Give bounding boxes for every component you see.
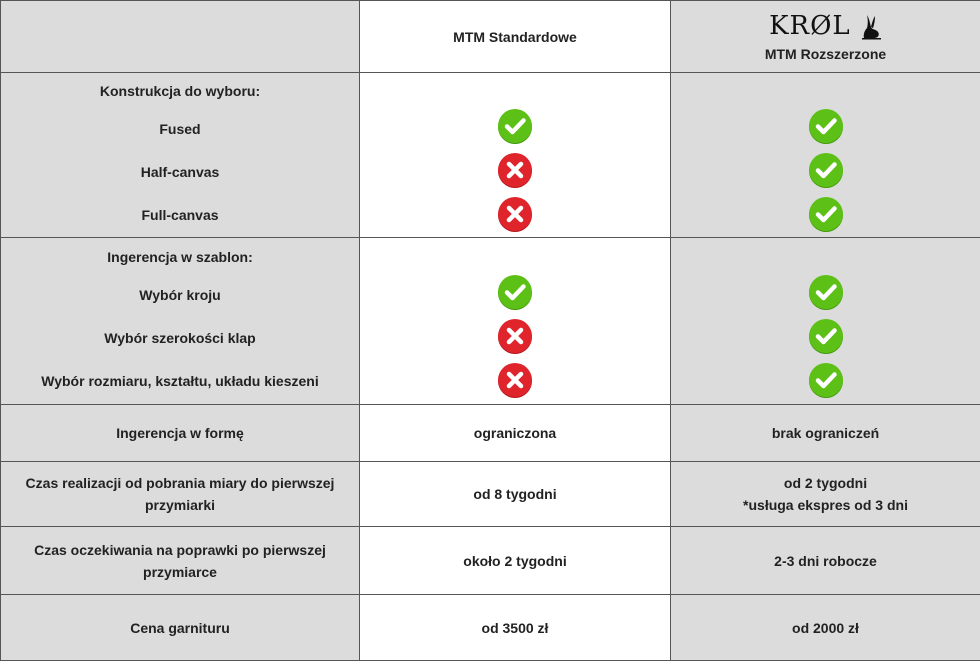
cross-icon bbox=[497, 152, 533, 188]
row-label-line: Ingerencja w formę bbox=[7, 422, 353, 444]
group-label-cell bbox=[1, 73, 360, 238]
cross-icon bbox=[497, 318, 533, 354]
row-alterations bbox=[1, 527, 980, 595]
option-label: Wybór rozmiaru, kształtu, układu kieszeni bbox=[7, 360, 353, 403]
option-label: Wybór kroju bbox=[7, 274, 353, 317]
cross-icon bbox=[497, 196, 533, 232]
check-icon bbox=[808, 274, 844, 310]
group-row-template bbox=[1, 238, 980, 405]
standard-icons-cell bbox=[360, 238, 671, 405]
extended-note: *usługa ekspres od 3 dni bbox=[677, 494, 974, 516]
row-label-line: Czas realizacji od pobrania miary do pierwszej bbox=[7, 472, 353, 494]
header-empty-cell bbox=[1, 1, 360, 73]
header-standard-label: MTM Standardowe bbox=[453, 29, 577, 45]
standard-icons-cell bbox=[360, 73, 671, 238]
row-extended-value bbox=[671, 595, 980, 661]
status-icon-wrap bbox=[497, 270, 533, 314]
extended-value: od 2 tygodni bbox=[677, 472, 974, 494]
rabbit-icon bbox=[860, 14, 882, 40]
option-label: Wybór szerokości klap bbox=[7, 317, 353, 360]
option-label: Fused bbox=[7, 108, 353, 151]
standard-value: ograniczona bbox=[366, 422, 664, 444]
standard-value: od 3500 zł bbox=[366, 617, 664, 639]
krol-logo bbox=[769, 9, 882, 43]
status-icon-wrap bbox=[808, 358, 844, 402]
row-label-line: Cena garnituru bbox=[7, 617, 353, 639]
check-icon bbox=[808, 318, 844, 354]
row-standard-value bbox=[360, 462, 671, 527]
check-icon bbox=[497, 274, 533, 310]
row-label-line: Czas oczekiwania na poprawki po pierwszej bbox=[7, 539, 353, 561]
group-title: Ingerencja w szablon: bbox=[7, 240, 353, 274]
check-icon bbox=[808, 108, 844, 144]
row-standard-value bbox=[360, 527, 671, 595]
status-icon-wrap bbox=[808, 192, 844, 236]
extended-icons-cell bbox=[671, 73, 980, 238]
row-form bbox=[1, 405, 980, 462]
check-icon bbox=[808, 362, 844, 398]
check-icon bbox=[497, 108, 533, 144]
group-label-cell bbox=[1, 238, 360, 405]
row-label bbox=[1, 527, 360, 595]
row-extended-value bbox=[671, 462, 980, 527]
group-row-construction bbox=[1, 73, 980, 238]
header-standard bbox=[360, 1, 671, 73]
status-icon-wrap bbox=[497, 358, 533, 402]
status-icon-wrap bbox=[808, 148, 844, 192]
status-icon-wrap bbox=[808, 314, 844, 358]
header-extended-label: MTM Rozszerzone bbox=[765, 43, 886, 65]
cross-icon bbox=[497, 362, 533, 398]
status-icon-wrap bbox=[497, 104, 533, 148]
check-icon bbox=[808, 196, 844, 232]
standard-value: około 2 tygodni bbox=[366, 550, 664, 572]
header-row bbox=[1, 1, 980, 73]
row-price bbox=[1, 595, 980, 661]
row-label bbox=[1, 462, 360, 527]
row-label-line: przymiarki bbox=[7, 494, 353, 516]
group-title: Konstrukcja do wyboru: bbox=[7, 74, 353, 108]
extended-value: brak ograniczeń bbox=[677, 422, 974, 444]
option-label: Full-canvas bbox=[7, 194, 353, 237]
row-extended-value bbox=[671, 405, 980, 462]
status-icon-wrap bbox=[497, 192, 533, 236]
row-label bbox=[1, 595, 360, 661]
extended-icons-cell bbox=[671, 238, 980, 405]
extended-value: od 2000 zł bbox=[677, 617, 974, 639]
row-lead-time bbox=[1, 462, 980, 527]
option-label: Half-canvas bbox=[7, 151, 353, 194]
row-standard-value bbox=[360, 405, 671, 462]
row-label-line: przymiarce bbox=[7, 561, 353, 583]
row-standard-value bbox=[360, 595, 671, 661]
status-icon-wrap bbox=[808, 270, 844, 314]
status-icon-wrap bbox=[497, 148, 533, 192]
header-extended bbox=[671, 1, 980, 73]
status-icon-wrap bbox=[497, 314, 533, 358]
row-extended-value bbox=[671, 527, 980, 595]
standard-value: od 8 tygodni bbox=[366, 483, 664, 505]
status-icon-wrap bbox=[808, 104, 844, 148]
row-label bbox=[1, 405, 360, 462]
check-icon bbox=[808, 152, 844, 188]
extended-value: 2-3 dni robocze bbox=[677, 550, 974, 572]
krol-logo-text: KRØL bbox=[769, 11, 851, 41]
